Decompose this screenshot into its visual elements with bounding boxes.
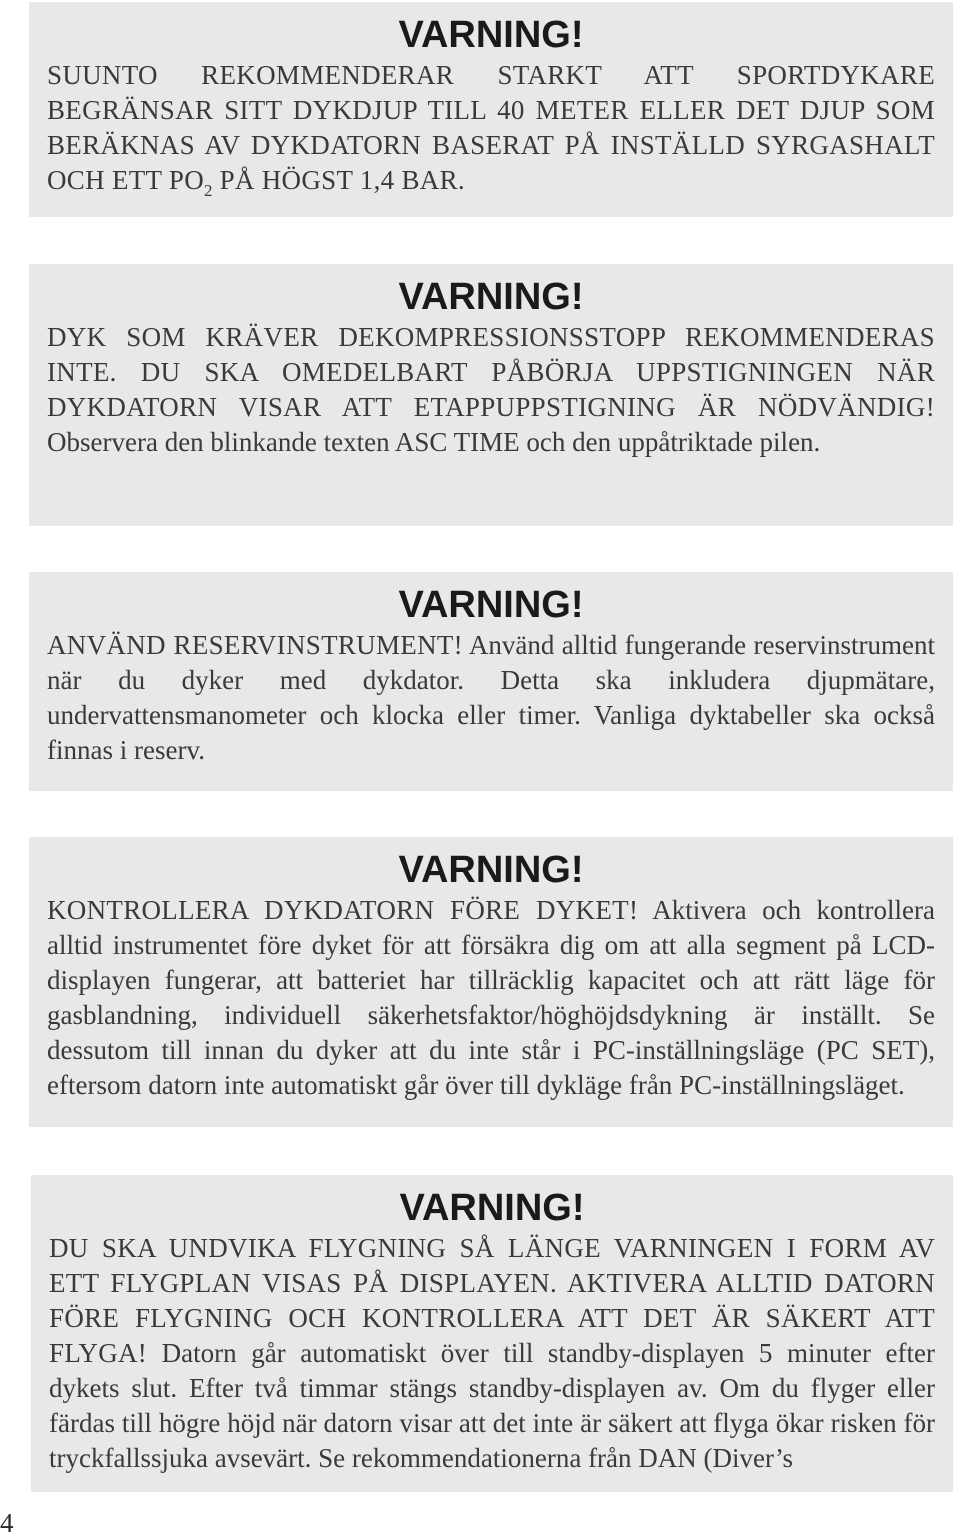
warning-text: [47, 320, 935, 460]
warning-caps-text: DU SKA UNDVIKA FLYGNING SÅ LÄNGE VARNINGEN I FORM AV ETT FLYGPLAN VISAS PÅ DISPLAYEN. AKTIVERA ALLTID DATORN FÖRE FLYGNING OCH KONTROLLERA ATT DET ÄR SÄKERT ATT FLYGA!: [49, 1233, 935, 1368]
warning-box-decompression: [29, 264, 953, 526]
warning-box-check-computer: [29, 837, 953, 1127]
warning-body-text: Aktivera och kontrollera alltid instrumentet före dyket för att försäkra dig om att alla segment på LCD-displayen fungerar, att batteriet har tillräcklig kapacitet och att rätt läge för gasblandning, individuell säkerhetsfaktor/höghöjdsdykning är inställt. Se dessutom till innan du dyker att du inte står i PC-inställningsläge (PC SET), eftersom datorn inte automatiskt går över till dykläge från PC-inställningsläget.: [47, 895, 935, 1100]
warning-caps-text-end: PÅ HÖGST 1,4 BAR.: [212, 165, 465, 195]
warning-caps-text: SUUNTO REKOMMENDERAR STARKT ATT SPORTDYKARE BEGRÄNSAR SITT DYKDJUP TILL 40 METER ELLER DET DJUP SOM BERÄKNAS AV DYKDATORN BASERAT PÅ INSTÄLLD SYRGASHALT OCH ETT PO: [47, 60, 935, 195]
subscript-2: 2: [204, 181, 213, 200]
warning-caps-text: KONTROLLERA DYKDATORN FÖRE DYKET!: [47, 895, 639, 925]
page-number: 4: [0, 1508, 14, 1538]
warning-title: VARNING!: [398, 584, 584, 626]
warning-body-text: Datorn går automatiskt över till standby-displayen 5 minuter efter dykets slut. Efter två timmar stängs standby-displayen av. Om du flyger eller färdas till högre höjd när datorn visar att det inte är säkert att flyga ökar risken för tryckfallssjuka avsevärt. Se rekommendationerna från DAN (Diver’s: [49, 1338, 935, 1473]
warning-box-depth-limit: [29, 2, 953, 217]
warning-text: [47, 628, 935, 768]
warning-box-flying: [31, 1175, 953, 1492]
warning-text: [49, 1231, 935, 1476]
warning-body-text: Observera den blinkande texten ASC TIME och den uppåtriktade pilen.: [47, 427, 821, 457]
warning-title: VARNING!: [398, 276, 584, 318]
warning-title: VARNING!: [399, 1187, 585, 1229]
warning-box-backup-instruments: [29, 572, 953, 791]
warning-caps-text: ANVÄND RESERVINSTRUMENT!: [47, 630, 463, 660]
warning-title: VARNING!: [398, 14, 584, 56]
warning-text: [47, 58, 935, 198]
warning-title: VARNING!: [398, 849, 584, 891]
warning-body-text: Använd alltid fungerande reservinstrument när du dyker med dykdator. Detta ska inkludera djupmätare, undervattensmanometer och klocka eller timer. Vanliga dyktabeller ska också finnas i reserv.: [47, 630, 935, 765]
warning-caps-text: DYK SOM KRÄVER DEKOMPRESSIONSSTOPP REKOMMENDERAS INTE. DU SKA OMEDELBART PÅBÖRJA UPPSTIGNINGEN NÄR DYKDATORN VISAR ATT ETAPPUPPSTIGNING ÄR NÖDVÄNDIG!: [47, 322, 935, 422]
warning-text: [47, 893, 935, 1103]
